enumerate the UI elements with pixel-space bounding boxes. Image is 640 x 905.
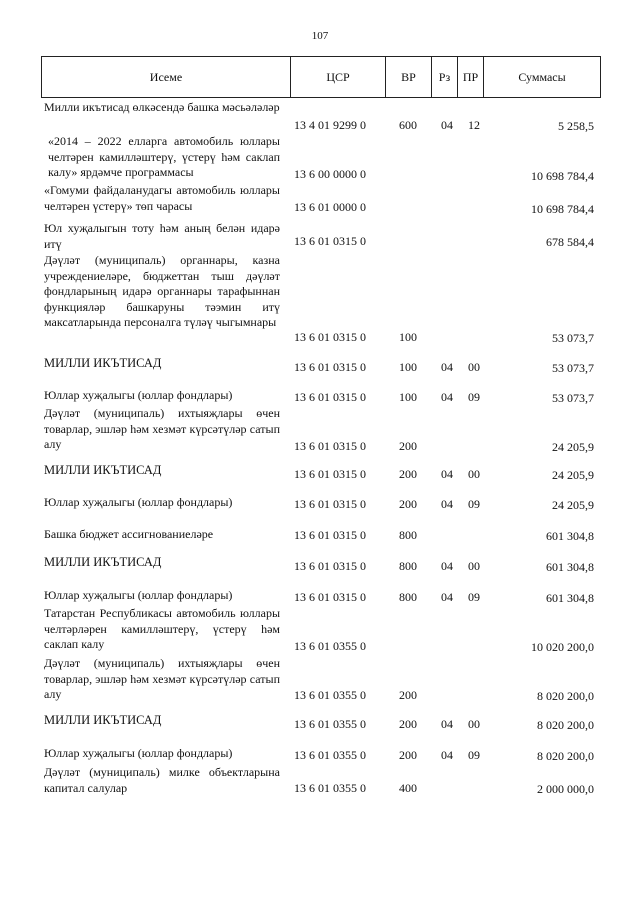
row-rz: 04 <box>441 360 453 374</box>
row-name: МИЛЛИ ИКЪТИСАД <box>44 555 162 569</box>
row-csr: 13 6 01 0315 0 <box>294 467 366 481</box>
row-sum: 10 698 784,4 <box>531 169 594 183</box>
row-csr: 13 6 01 0315 0 <box>294 390 366 404</box>
row-sum: 601 304,8 <box>546 529 594 543</box>
row-csr: 13 6 01 0315 0 <box>294 497 366 511</box>
table-row <box>0 765 640 799</box>
row-name: Дәүләт (муниципаль) милке объектларына капитал салулар <box>44 765 280 795</box>
header-csr: ЦСР <box>291 57 386 97</box>
row-sum: 10 698 784,4 <box>531 202 594 216</box>
row-vr: 200 <box>399 717 417 731</box>
row-sum: 2 000 000,0 <box>537 782 594 796</box>
row-rz: 04 <box>441 748 453 762</box>
row-name: МИЛЛИ ИКЪТИСАД <box>44 463 162 477</box>
table-row <box>0 134 640 182</box>
row-csr: 13 6 01 0315 0 <box>294 360 366 374</box>
row-name: Дәүләт (муниципаль) органнары, казна учреждениеләре, бюджеттан тыш дәүләт фондларының идарә органнары тарафыннан функцияләр башкаруны тәэмин итү максатларында персоналга түләү чыгымнары <box>44 253 280 329</box>
row-vr: 200 <box>399 748 417 762</box>
row-vr: 200 <box>399 439 417 453</box>
row-vr: 200 <box>399 688 417 702</box>
row-csr: 13 6 01 0315 0 <box>294 234 366 248</box>
table-row <box>0 606 640 654</box>
row-pr: 00 <box>468 559 480 573</box>
table-row <box>0 406 640 454</box>
row-name: Дәүләт (муниципаль) ихтыяҗлары өчен товарлар, эшләр һәм хезмәт күрсәтүләр сатып алу <box>44 406 280 451</box>
table-row <box>0 527 640 545</box>
row-name: МИЛЛИ ИКЪТИСАД <box>44 713 162 727</box>
row-pr: 00 <box>468 717 480 731</box>
row-csr: 13 6 01 0355 0 <box>294 748 366 762</box>
row-name: МИЛЛИ ИКЪТИСАД <box>44 356 162 370</box>
row-csr: 13 6 01 0355 0 <box>294 717 366 731</box>
table-row <box>0 253 640 345</box>
table-row <box>0 100 640 134</box>
row-name: Юллар хуҗалыгы (юллар фондлары) <box>44 588 233 602</box>
row-sum: 5 258,5 <box>558 119 594 133</box>
header-name: Исеме <box>42 57 291 97</box>
row-sum: 53 073,7 <box>552 361 594 375</box>
row-sum: 8 020 200,0 <box>537 718 594 732</box>
table-row <box>0 656 640 704</box>
row-pr: 09 <box>468 390 480 404</box>
row-rz: 04 <box>441 467 453 481</box>
header-sum: Суммасы <box>518 69 566 84</box>
table-row <box>0 358 640 376</box>
table-row <box>0 495 640 513</box>
row-rz: 04 <box>441 118 453 132</box>
row-sum: 53 073,7 <box>552 391 594 405</box>
header-rz: Рз <box>432 57 458 97</box>
row-pr: 12 <box>468 118 480 132</box>
row-pr: 09 <box>468 497 480 511</box>
row-csr: 13 4 01 9299 0 <box>294 118 366 132</box>
row-sum: 53 073,7 <box>552 331 594 345</box>
row-sum: 10 020 200,0 <box>531 640 594 654</box>
header-pr: ПР <box>458 57 484 97</box>
row-name: Юл хуҗалыгын тоту һәм аның белән идарә итү <box>44 221 280 251</box>
row-csr: 13 6 00 0000 0 <box>294 167 366 181</box>
row-pr: 00 <box>468 360 480 374</box>
row-vr: 200 <box>399 497 417 511</box>
row-vr: 100 <box>399 360 417 374</box>
row-sum: 24 205,9 <box>552 468 594 482</box>
row-name: Башка бюджет ассигнованиеләре <box>44 527 214 541</box>
row-csr: 13 6 01 0315 0 <box>294 559 366 573</box>
row-vr: 800 <box>399 590 417 604</box>
row-sum: 24 205,9 <box>552 498 594 512</box>
row-pr: 09 <box>468 748 480 762</box>
row-csr: 13 6 01 0000 0 <box>294 200 366 214</box>
row-sum: 24 205,9 <box>552 440 594 454</box>
row-csr: 13 6 01 0315 0 <box>294 528 366 542</box>
page-number: 107 <box>311 30 329 42</box>
row-pr: 09 <box>468 590 480 604</box>
row-sum: 601 304,8 <box>546 591 594 605</box>
row-pr: 00 <box>468 467 480 481</box>
row-sum: 678 584,4 <box>546 235 594 249</box>
row-name: Юллар хуҗалыгы (юллар фондлары) <box>44 746 233 760</box>
row-rz: 04 <box>441 390 453 404</box>
row-csr: 13 6 01 0355 0 <box>294 688 366 702</box>
row-name: Татарстан Республикасы автомобиль юллары челтәрләрен камилләштерү, үстерү һәм саклап калу <box>44 606 280 651</box>
table-row <box>0 221 640 253</box>
row-vr: 100 <box>399 390 417 404</box>
row-vr: 800 <box>399 559 417 573</box>
row-sum: 8 020 200,0 <box>537 749 594 763</box>
row-csr: 13 6 01 0355 0 <box>294 639 366 653</box>
table-row <box>0 588 640 606</box>
row-vr: 200 <box>399 467 417 481</box>
row-rz: 04 <box>441 559 453 573</box>
row-vr: 600 <box>399 118 417 132</box>
table-row <box>0 746 640 764</box>
row-csr: 13 6 01 0315 0 <box>294 590 366 604</box>
row-name: «2014 – 2022 елларга автомобиль юллары челтәрен камилләштерү, үстерү һәм саклап калу» ярдәмче программасы <box>48 134 280 179</box>
row-vr: 800 <box>399 528 417 542</box>
row-vr: 400 <box>399 781 417 795</box>
row-rz: 04 <box>441 590 453 604</box>
table-row <box>0 183 640 215</box>
header-vr: ВР <box>386 57 432 97</box>
row-vr: 100 <box>399 330 417 344</box>
row-name: Дәүләт (муниципаль) ихтыяҗлары өчен товарлар, эшләр һәм хезмәт күрсәтүләр сатып алу <box>44 656 280 701</box>
row-name: Юллар хуҗалыгы (юллар фондлары) <box>44 388 233 402</box>
row-csr: 13 6 01 0315 0 <box>294 439 366 453</box>
row-sum: 8 020 200,0 <box>537 689 594 703</box>
row-name: Милли икътисад өлкәсендә башка мәсьәләләр <box>44 100 280 114</box>
row-sum: 601 304,8 <box>546 560 594 574</box>
row-name: Юллар хуҗалыгы (юллар фондлары) <box>44 495 233 509</box>
row-rz: 04 <box>441 717 453 731</box>
row-csr: 13 6 01 0315 0 <box>294 330 366 344</box>
row-csr: 13 6 01 0355 0 <box>294 781 366 795</box>
table-row <box>0 465 640 483</box>
table-row <box>0 388 640 406</box>
row-rz: 04 <box>441 497 453 511</box>
table-header <box>41 56 601 98</box>
table-row <box>0 715 640 733</box>
row-name: «Гомуми файдаланудагы автомобиль юллары челтәрен үстерү» төп чарасы <box>44 183 280 213</box>
table-row <box>0 557 640 575</box>
